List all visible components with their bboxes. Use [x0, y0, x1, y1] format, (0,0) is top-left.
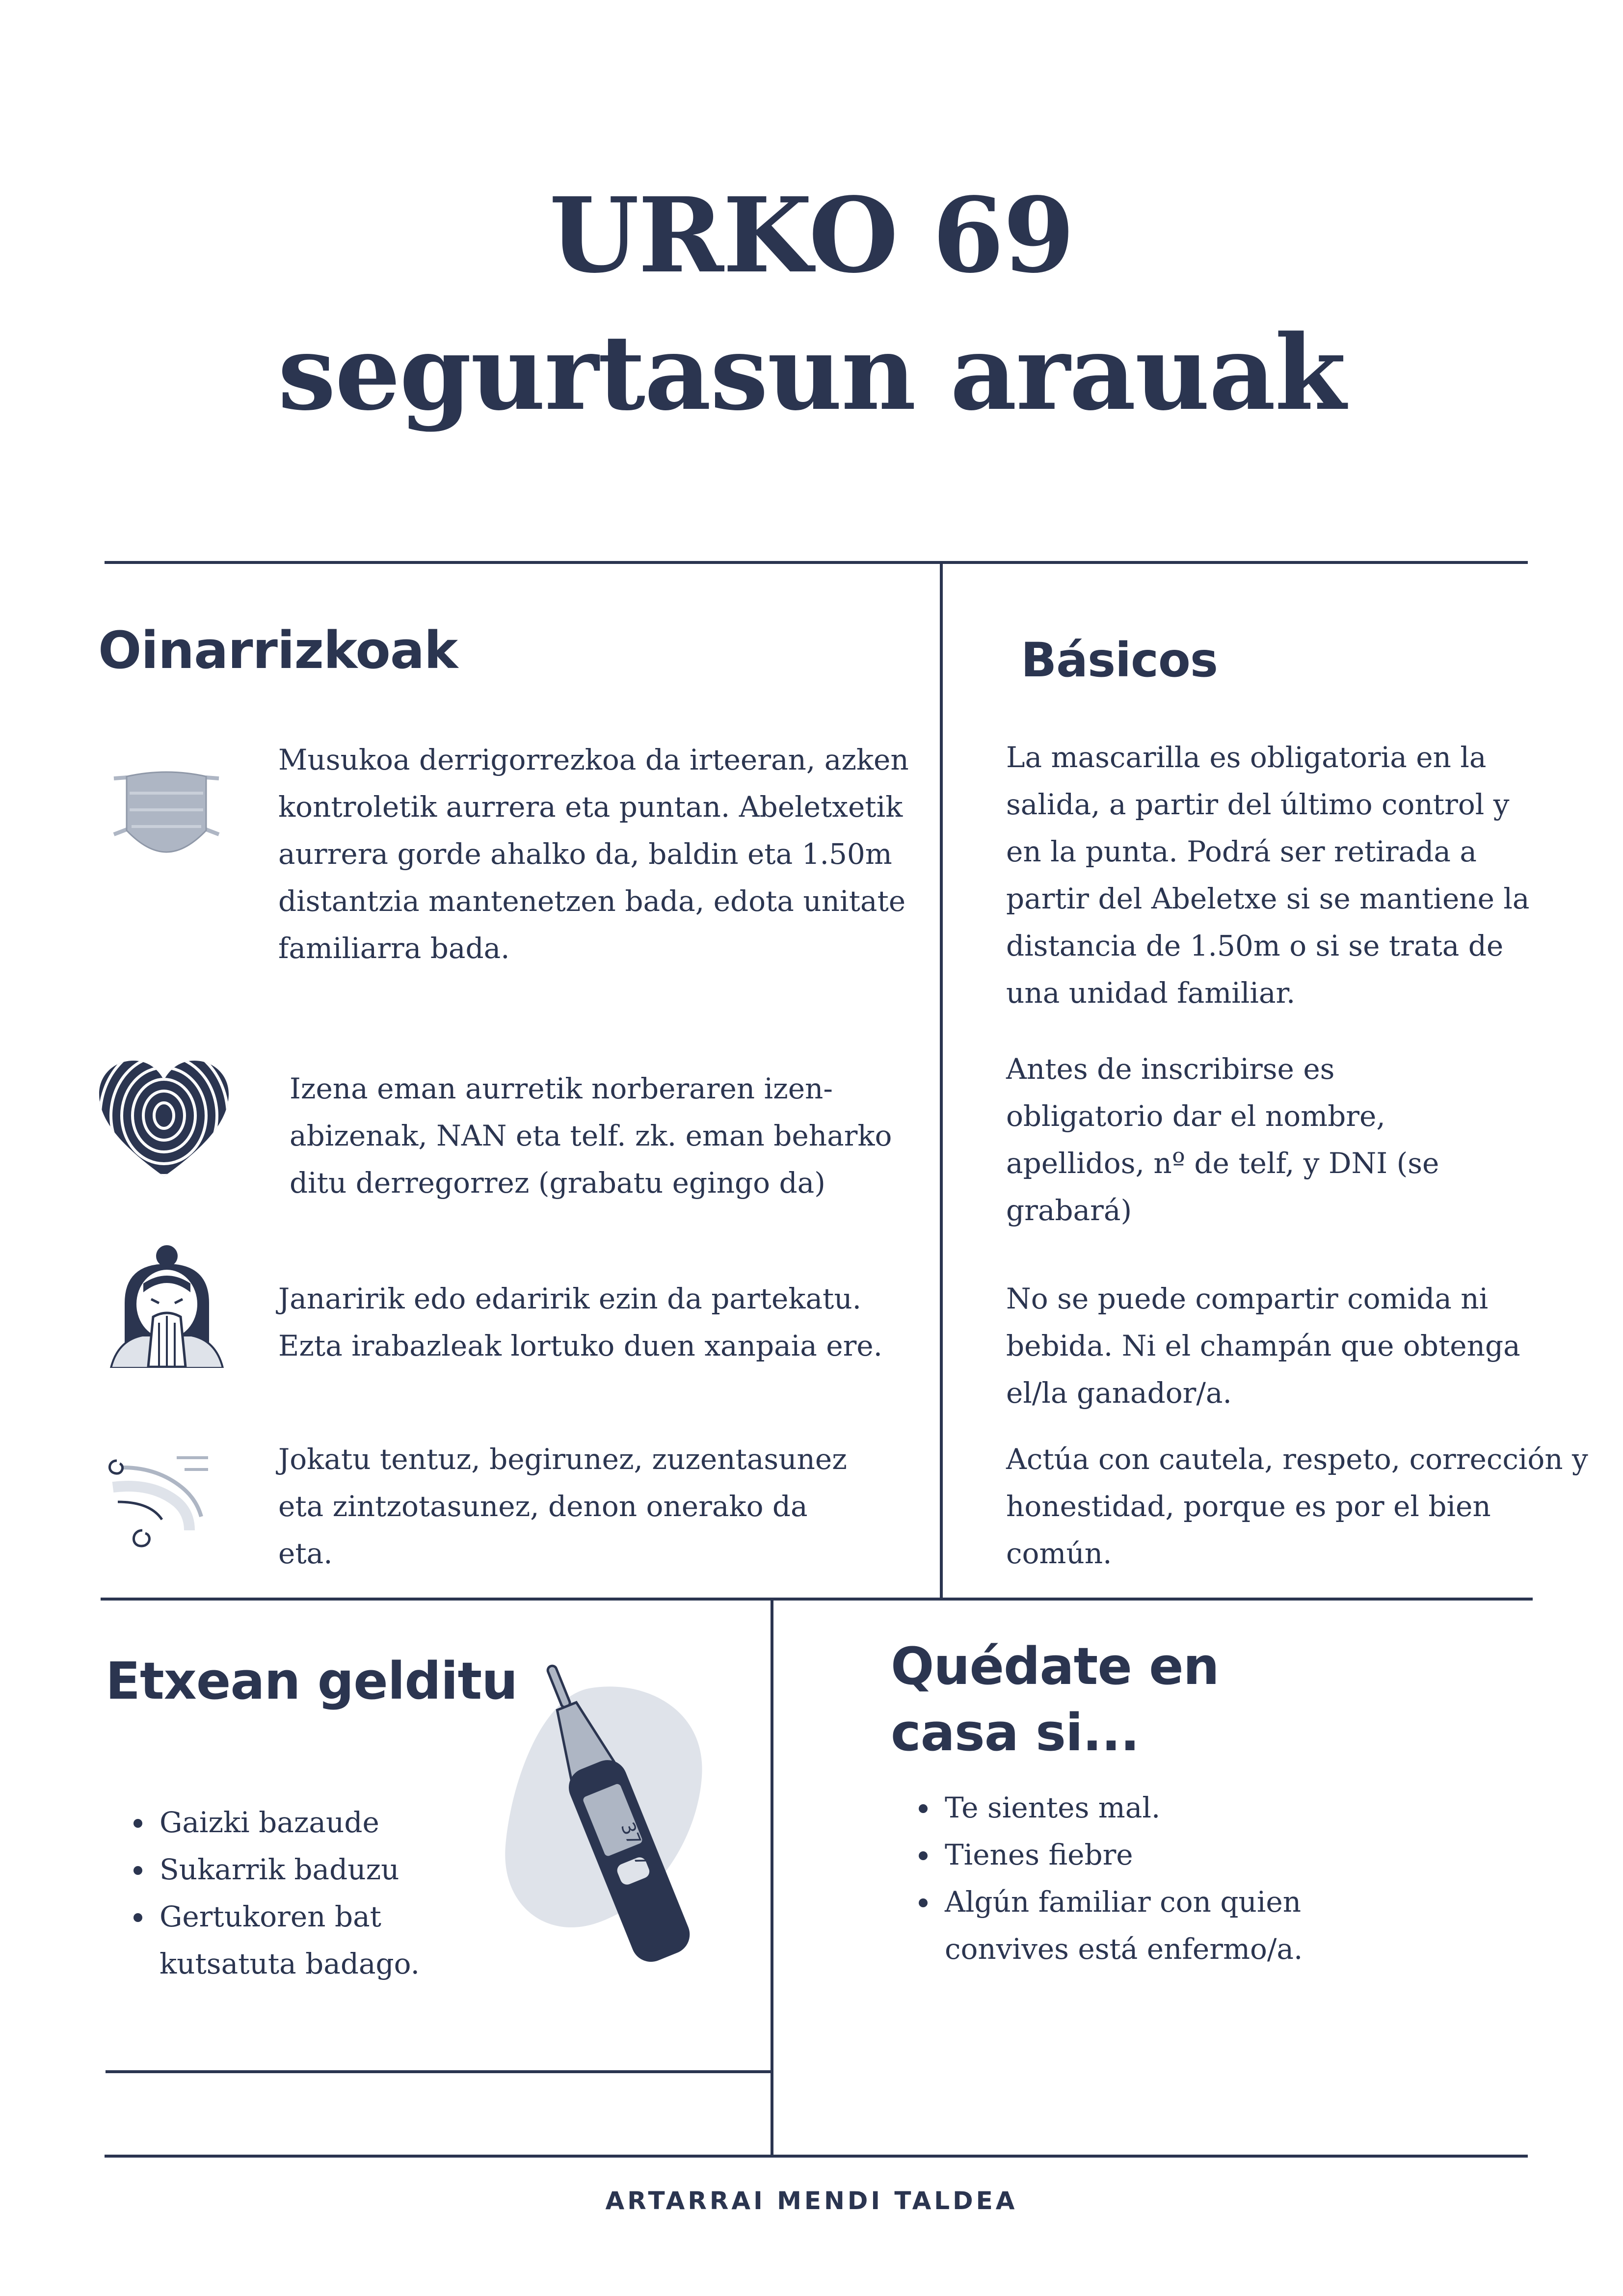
fingerprint-heart-icon — [96, 1058, 232, 1180]
list-item: • Sukarrik baduzu — [155, 1846, 596, 1893]
divider-bottom-left — [106, 2070, 772, 2073]
list-item: • Te sientes mal. — [940, 1784, 1431, 1831]
face-mask-icon — [112, 766, 221, 854]
page-title-line-2: segurtasun arauak — [278, 312, 1345, 433]
list-item: • Algún familiar con quien convives está enfermo/a. — [940, 1878, 1431, 1973]
wind-icon — [103, 1448, 212, 1551]
stay-home-list-es — [896, 1784, 1431, 1973]
footer-organization: ARTARRAI MENDI TALDEA — [605, 2187, 1018, 2215]
divider-columns — [940, 561, 943, 1599]
list-item: • Gaizki bazaude — [155, 1799, 596, 1846]
heading-oinarrizkoak: Oinarrizkoak — [98, 620, 458, 680]
rule-mask-es: La mascarilla es obligatoria en la salida, a partir del último control y en la punta. Podrá ser retirada a partir del Abeletxe si se mantiene la distancia de 1.50m o si se trata de una unidad familiar. — [1006, 741, 1530, 1010]
heading-quedate-line-1: Quédate en — [891, 1636, 1219, 1696]
rule-mask-eu: Musukoa derrigorrezkoa da irteeran, azken kontroletik aurrera eta puntan. Abeletxetik aurrera gorde ahalko da, baldin eta 1.50m distantzia mantenetzen bada, edota unitate familiarra bada. — [278, 743, 909, 965]
rule-behavior-es: Actúa con cautela, respeto, corrección y honestidad, porque es por el bien común. — [1006, 1442, 1588, 1570]
list-item: • Tienes fiebre — [940, 1831, 1431, 1878]
divider-top — [105, 561, 1528, 564]
rule-register-eu: Izena eman aurretik norberaren izen- abizenak, NAN eta telf. zk. eman beharko ditu derregorrez (grabatu egingo da) — [290, 1072, 892, 1200]
rule-food-eu: Janaririk edo edaririk ezin da partekatu. Ezta irabazleak lortuko duen xanpaia ere. — [278, 1282, 883, 1362]
heading-etxean-gelditu: Etxean gelditu — [106, 1651, 518, 1711]
divider-middle — [101, 1598, 1533, 1601]
rule-food-es: No se puede compartir comida ni bebida. Ni el champán que obtenga el/la ganador/a. — [1006, 1282, 1520, 1410]
rule-register-es: Antes de inscribirse es obligatorio dar el nombre, apellidos, nº de telf, y DNI (se grabará) — [1006, 1052, 1439, 1227]
thermometer-display: 37.7 — [616, 1819, 654, 1869]
page-title-line-1: URKO 69 — [549, 175, 1074, 296]
list-item: • Gertukoren bat kutsatuta badago. — [155, 1893, 596, 1987]
heading-basicos: Básicos — [1021, 633, 1218, 688]
heading-quedate-line-2: casa si... — [891, 1703, 1140, 1762]
thermometer-icon — [496, 1649, 717, 1973]
rule-behavior-eu: Jokatu tentuz, begirunez, zuzentasunez eta zintzotasunez, denon onerako da eta. — [278, 1442, 847, 1570]
divider-bottom — [105, 2155, 1528, 2158]
divider-bottom-columns — [771, 1598, 773, 2157]
sneezing-person-icon — [108, 1244, 226, 1368]
